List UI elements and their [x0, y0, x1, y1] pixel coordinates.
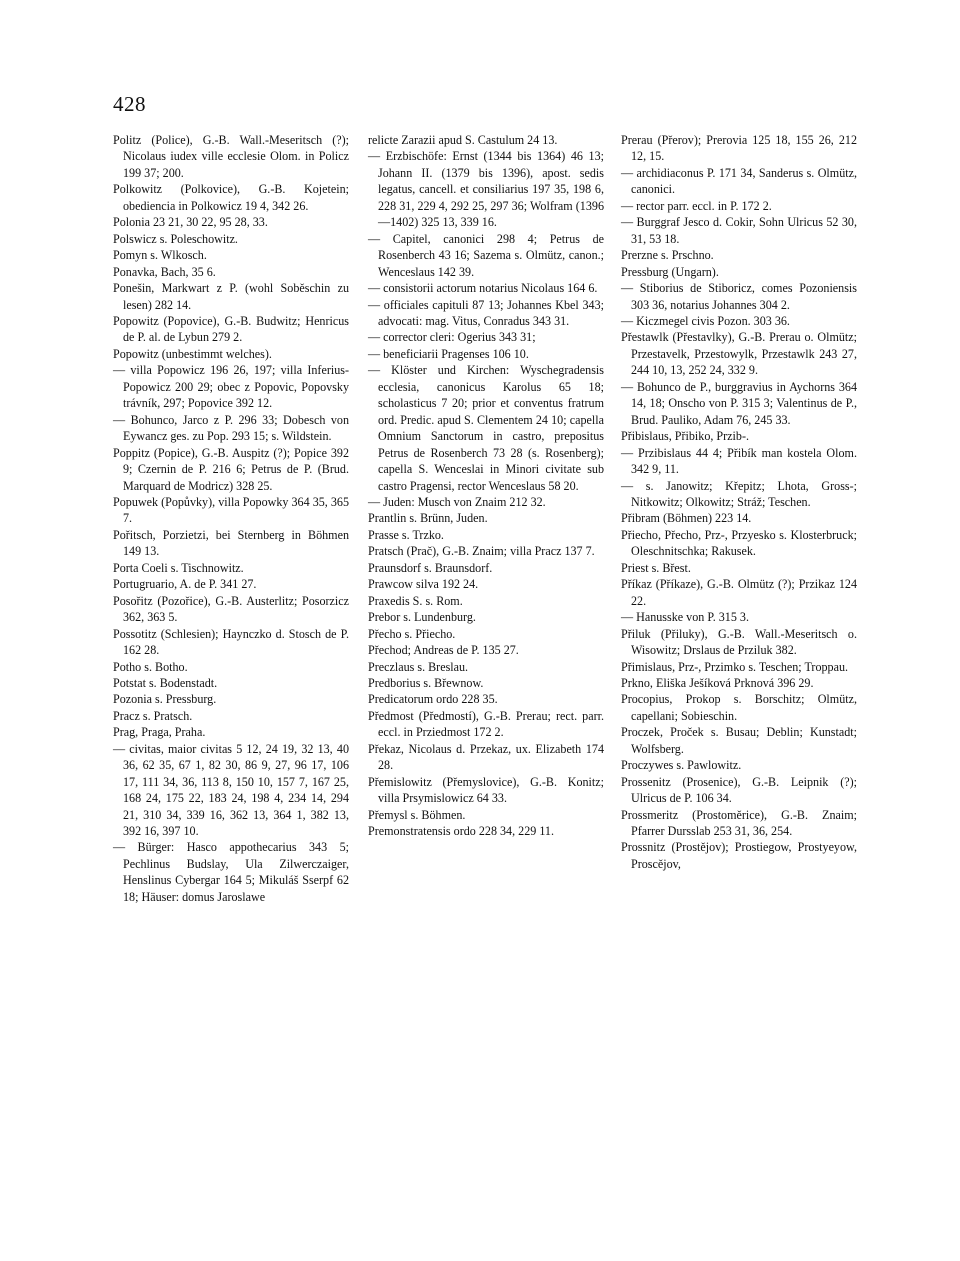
index-entry: — Klöster und Kirchen: Wyschegradensis ecclesia, canonicus Karolus 65 18; scholasticus 7 20; prior et conventus fratrum ord. Predic. apud S. Clementem 24 10; capella Omnium Sanctorum in castro, prepositus Petrus de Rosenberch 73 28 (s. Rosenberg); capella S. Wenceslai in Minori civitate sub castro Pragensi, rector Wenceslaus 58 20. [368, 363, 604, 493]
index-entry: Prerau (Přerov); Prerovia 125 18, 155 26, 212 12, 15. [621, 133, 857, 164]
index-entry: Přemislowitz (Přemyslovice), G.-B. Konitz; villa Prsymislowicz 64 33. [368, 774, 604, 806]
index-entry: Prebor s. Lundenburg. [368, 610, 476, 625]
index-column-left [113, 132, 349, 905]
index-entry: Porta Coeli s. Tischnowitz. [113, 560, 244, 575]
index-entry: Přibislaus, Přibiko, Przib-. [621, 429, 749, 444]
index-entry: Prossmeritz (Prostoměrice), G.-B. Znaim; Pfarrer Dursslab 253 31, 36, 254. [621, 807, 857, 839]
index-entry: Potstat s. Bodenstadt. [113, 675, 218, 690]
index-entry: — Hanusske von P. 315 3. [621, 610, 749, 625]
index-entry: Poppitz (Popice), G.-B. Auspitz (?); Popice 392 9; Czernin de P. 216 6; Petrus de P. (Brud. Marquard de Modricz) 328 25. [113, 445, 349, 493]
index-entry: Priest s. Břest. [621, 560, 691, 575]
index-entry: — officiales capituli 87 13; Johannes Kbel 343; advocati: mag. Vitus, Conradus 343 31. [368, 297, 604, 328]
index-entry: Ponavka, Bach, 35 6. [113, 264, 216, 279]
index-entry: — corrector cleri: Ogerius 343 31; [368, 330, 536, 345]
index-entry: Přimislaus, Prz-, Przimko s. Teschen; Troppau. [621, 659, 849, 674]
index-entry: Preczlaus s. Breslau. [368, 659, 469, 674]
index-entry: — Erzbischöfe: Ernst (1344 bis 1364) 46 13; Johann II. (1379 bis 1396), apost. sedis legatus, cancell. et consiliarius 197 35, 198 6, 228 31, 229 4, 292 25, 297 36; Wolfram (1396—1402) 325 13, 339 16. [368, 149, 604, 230]
index-entry: Předmost (Předmostí), G.-B. Prerau; rect. parr. eccl. in Prziedmost 172 2. [368, 708, 604, 740]
index-entry: Prossenitz (Prosenice), G.-B. Leipnik (?); Ulricus de P. 106 34. [621, 774, 857, 806]
index-entry: Prasse s. Trzko. [368, 527, 444, 542]
index-entry: Polkowitz (Polkovice), G.-B. Kojetein; obediencia in Polkowicz 19 4, 342 26. [113, 182, 349, 213]
index-entry: Popuwek (Popůvky), villa Popowky 364 35, 365 7. [113, 494, 349, 526]
index-entry: — s. Janowitz; Křepitz; Lhota, Gross-; Nitkowitz; Olkowitz; Stráž; Teschen. [621, 478, 857, 509]
index-entry: Přibram (Böhmen) 223 14. [621, 511, 752, 526]
index-entry: Pressburg (Ungarn). [621, 264, 719, 279]
index-entry: Polonia 23 21, 30 22, 95 28, 33. [113, 215, 268, 230]
index-entry: Prkno, Eliška Ješíková Prknová 396 29. [621, 675, 814, 690]
index-entry: Praxedis S. s. Rom. [368, 593, 463, 608]
index-entry: Premonstratensis ordo 228 34, 229 11. [368, 824, 554, 839]
index-entry: — Bohunco de P., burggravius in Aychorns 364 14, 18; Onscho von P. 315 3; Valentinus de P., Brud. Pauliko, Adam 76, 245 33. [621, 379, 857, 427]
index-entry: Prag, Praga, Praha. [113, 725, 206, 740]
index-entry: — Capitel, canonici 298 4; Petrus de Rosenberch 43 16; Sazema s. Olmütz, canon.; Wenceslaus 142 39. [368, 231, 604, 279]
index-entry: Přiecho, Přecho, Prz-, Przyesko s. Klosterbruck; Oleschnitschka; Rakusek. [621, 527, 857, 559]
index-entry: Possotitz (Schlesien); Haynczko d. Stosch de P. 162 28. [113, 626, 349, 658]
index-entry: — villa Popowicz 196 26, 197; villa Inferius-Popowicz 200 29; obec z Popovic, Popovsky trávník, 297; Popovice 392 12. [113, 363, 349, 411]
index-entry: Predborius s. Břewnow. [368, 675, 484, 690]
index-column-right [621, 132, 857, 872]
index-entry: Posořitz (Pozořice), G.-B. Austerlitz; Posorzicz 362, 363 5. [113, 593, 349, 625]
index-entry: Procopius, Prokop s. Borschitz; Olmütz, capellani; Sobieschin. [621, 692, 857, 723]
index-entry: Predicatorum ordo 228 35. [368, 692, 498, 707]
index-entry: Prossnitz (Prostějov); Prostiegow, Prostyeyow, Proscějov, [621, 840, 857, 871]
index-entry: Překaz, Nicolaus d. Przekaz, ux. Elizabeth 174 28. [368, 741, 604, 773]
index-entry: — rector parr. eccl. in P. 172 2. [621, 198, 772, 213]
index-entry: — Burggraf Jesco d. Cokir, Sohn Ulricus 52 30, 31, 53 18. [621, 215, 857, 246]
index-entry: Přechod; Andreas de P. 135 27. [368, 643, 519, 658]
page-number: 428 [113, 92, 146, 116]
index-entry: Proczywes s. Pawlowitz. [621, 758, 742, 773]
index-entry: Prawcow silva 192 24. [368, 577, 479, 592]
index-entry: Pozonia s. Pressburg. [113, 692, 217, 707]
index-column-middle [368, 132, 604, 839]
index-entry: — Przibislaus 44 4; Přibík man kostela Olom. 342 9, 11. [621, 445, 857, 477]
index-entry: relicte Zarazii apud S. Castulum 24 13. [368, 133, 558, 147]
index-entry: Přecho s. Přiecho. [368, 626, 456, 641]
index-entry: — archidiaconus P. 171 34, Sanderus s. Olmütz, canonici. [621, 165, 857, 197]
index-entry: Pracz s. Pratsch. [113, 708, 193, 723]
index-entry: Proczek, Proček s. Busau; Deblin; Kunstadt; Wolfsberg. [621, 725, 857, 756]
index-entry: Přiluk (Přiluky), G.-B. Wall.-Meseritsch o. Wisowitz; Drslaus de Prziluk 382. [621, 626, 857, 658]
index-entry: — beneficiarii Pragenses 106 10. [368, 346, 529, 361]
index-entry: Přestawlk (Přestavlky), G.-B. Prerau o. Olmütz; Przestavelk, Przestowylk, Przestawlk 243 27, 244 10, 13, 252 24, 332 9. [621, 330, 857, 378]
index-entry: Přemysl s. Böhmen. [368, 807, 466, 822]
index-entry: — Juden: Musch von Znaim 212 32. [368, 494, 546, 509]
index-entry: Příkaz (Příkaze), G.-B. Olmütz (?); Przikaz 124 22. [621, 577, 857, 608]
index-entry: Popowitz (unbestimmt welches). [113, 346, 272, 361]
index-entry: — Bohunco, Jarco z P. 296 33; Dobesch von Eywancz ges. zu Pop. 293 15; s. Wildstein. [113, 412, 349, 444]
index-entry: — Stiborius de Stiboricz, comes Pozoniensis 303 36, notarius Johannes 304 2. [621, 281, 857, 312]
index-entry: Praunsdorf s. Braunsdorf. [368, 560, 493, 575]
index-entry: Pratsch (Prač), G.-B. Znaim; villa Pracz 137 7. [368, 544, 595, 559]
index-entry: Prerzne s. Prschno. [621, 248, 714, 263]
index-entry: — Bürger: Hasco appothecarius 343 5; Pechlinus Budslay, Ula Zilwerczaiger, Henslinus Cybergar 164 5; Mikuláš Sserpf 62 18; Häuser: domus Jaroslawe [113, 840, 349, 904]
index-entry: Politz (Police), G.-B. Wall.-Meseritsch (?); Nicolaus iudex ville ecclesie Olom. in Policz 199 37; 200. [113, 133, 349, 180]
index-entry: Polswicz s. Poleschowitz. [113, 231, 238, 246]
index-entry: Ponešin, Markwart z P. (wohl Soběschin zu lesen) 282 14. [113, 281, 349, 312]
index-entry: Popowitz (Popovice), G.-B. Budwitz; Henricus de P. al. de Lybun 279 2. [113, 313, 349, 345]
index-entry: Pomyn s. Wlkosch. [113, 248, 207, 263]
index-entry: Potho s. Botho. [113, 659, 188, 674]
index-entry: — Kiczmegel civis Pozon. 303 36. [621, 313, 790, 328]
index-entry: — consistorii actorum notarius Nicolaus 164 6. [368, 281, 598, 296]
index-entry: Pořitsch, Porzietzi, bei Sternberg in Böhmen 149 13. [113, 527, 349, 559]
index-entry: — civitas, maior civitas 5 12, 24 19, 32 13, 40 36, 62 35, 67 1, 82 30, 86 9, 27, 96 17, 106 17, 111 34, 36, 113 8, 150 10, 157 7, 167 25, 168 24, 175 22, 183 24, 198 4, 234 14, 294 21, 310 34, 339 16, 362 13, 364 1, 382 13, 392 16, 397 10. [113, 741, 349, 839]
index-entry: Prantlin s. Brünn, Juden. [368, 511, 488, 526]
index-entry: Portugruario, A. de P. 341 27. [113, 577, 257, 592]
